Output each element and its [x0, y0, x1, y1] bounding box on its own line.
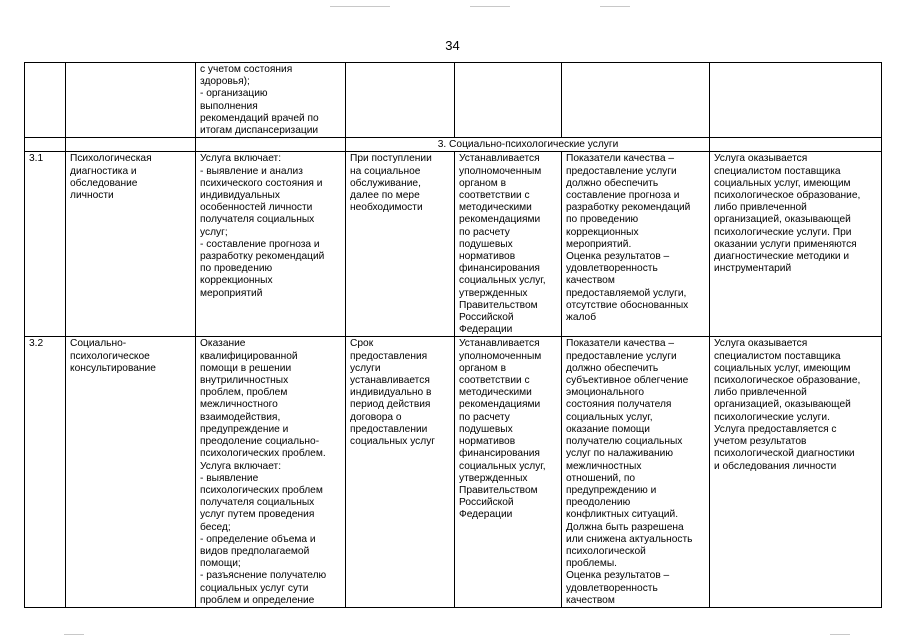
cell-per-capita-norm: Устанавливается уполномоченным органом в соответствии с методическими рекомендациями по расчету подушевых нормативов финансирования социальных услуг, утвержденных Правительством Российской Федерации [455, 152, 562, 337]
cell-service-name: Социально- психологическое консультирование [66, 337, 196, 608]
table-row-service [25, 152, 882, 337]
cell-number [25, 63, 66, 138]
table-row-section-heading [25, 138, 882, 152]
cell-service-content: Услуга включает: - выявление и анализ психического состояния и индивидуальных особенностей личности получателя социальных услуг; - составление прогноза и разработку рекомендаций по проведению коррекционных мероприятий [196, 152, 346, 337]
table-row-continuation [25, 63, 882, 138]
cell-section-blank [66, 138, 196, 152]
services-table [24, 62, 882, 608]
cell-number: 3.2 [25, 337, 66, 608]
cell-service-name: Психологическая диагностика и обследование личности [66, 152, 196, 337]
cell-service-conditions [710, 63, 882, 138]
cell-service-name [66, 63, 196, 138]
scan-artifact-line [830, 634, 850, 635]
cell-service-content: Оказание квалифицированной помощи в решении внутриличностных проблем, проблем межличностного взаимодействия, предупреждение и преодоление социально- психологических проблем. Услуга включает: - выявление психологических проблем получателя социальных услуг путем проведения бесед; - определение объема и видов предполагаемой помощи; - разъяснение получателю социальных услуг сути проблем и определение [196, 337, 346, 608]
cell-quality-indicators [562, 63, 710, 138]
cell-per-capita-norm: Устанавливается уполномоченным органом в соответствии с методическими рекомендациями по расчету подушевых нормативов финансирования социальных услуг, утвержденных Правительством Российской Федерации [455, 337, 562, 608]
scan-artifact-line [470, 6, 510, 7]
cell-service-conditions: Услуга оказывается специалистом поставщика социальных услуг, имеющим психологическое образование, либо привлеченной организацией, оказывающей психологические услуги. При оказании услуги применяются диагностические методики и инструментарий [710, 152, 882, 337]
cell-section-blank [196, 138, 346, 152]
cell-service-term [346, 63, 455, 138]
section-title: 3. Социально-психологические услуги [346, 138, 710, 152]
cell-service-term: Срок предоставления услуги устанавливается индивидуально в период действия договора о предоставлении социальных услуг [346, 337, 455, 608]
cell-section-blank [710, 138, 882, 152]
cell-number: 3.1 [25, 152, 66, 337]
table-row-service [25, 337, 882, 608]
cell-quality-indicators: Показатели качества – предоставление услуги должно обеспечить составление прогноза и разработку рекомендаций по проведению коррекционных мероприятий. Оценка результатов – удовлетворенность качеством предоставляемой услуги, отсутствие обоснованных жалоб [562, 152, 710, 337]
cell-section-blank [25, 138, 66, 152]
cell-service-conditions: Услуга оказывается специалистом поставщика социальных услуг, имеющим психологическое образование, либо привлеченной организацией, оказывающей психологические услуги. Услуга предоставляется с учетом результатов психологической диагностики и обследования личности [710, 337, 882, 608]
cell-service-content: с учетом состояния здоровья); - организацию выполнения рекомендаций врачей по итогам диспансеризации [196, 63, 346, 138]
scan-artifact-line [600, 6, 630, 7]
scan-artifact-line [64, 634, 84, 635]
cell-quality-indicators: Показатели качества – предоставление услуги должно обеспечить субъективное облегчение эмоционального состояния получателя социальных услуг, оказание помощи получателю социальных услуг по налаживанию межличностных отношений, по предупреждению и преодолению конфликтных ситуаций. Должна быть разрешена или снижена актуальность психологической проблемы. Оценка результатов – удовлетворенность качеством [562, 337, 710, 608]
scan-artifact-line [330, 6, 390, 7]
cell-service-term: При поступлении на социальное обслуживание, далее по мере необходимости [346, 152, 455, 337]
cell-per-capita-norm [455, 63, 562, 138]
page-number: 34 [445, 38, 460, 53]
